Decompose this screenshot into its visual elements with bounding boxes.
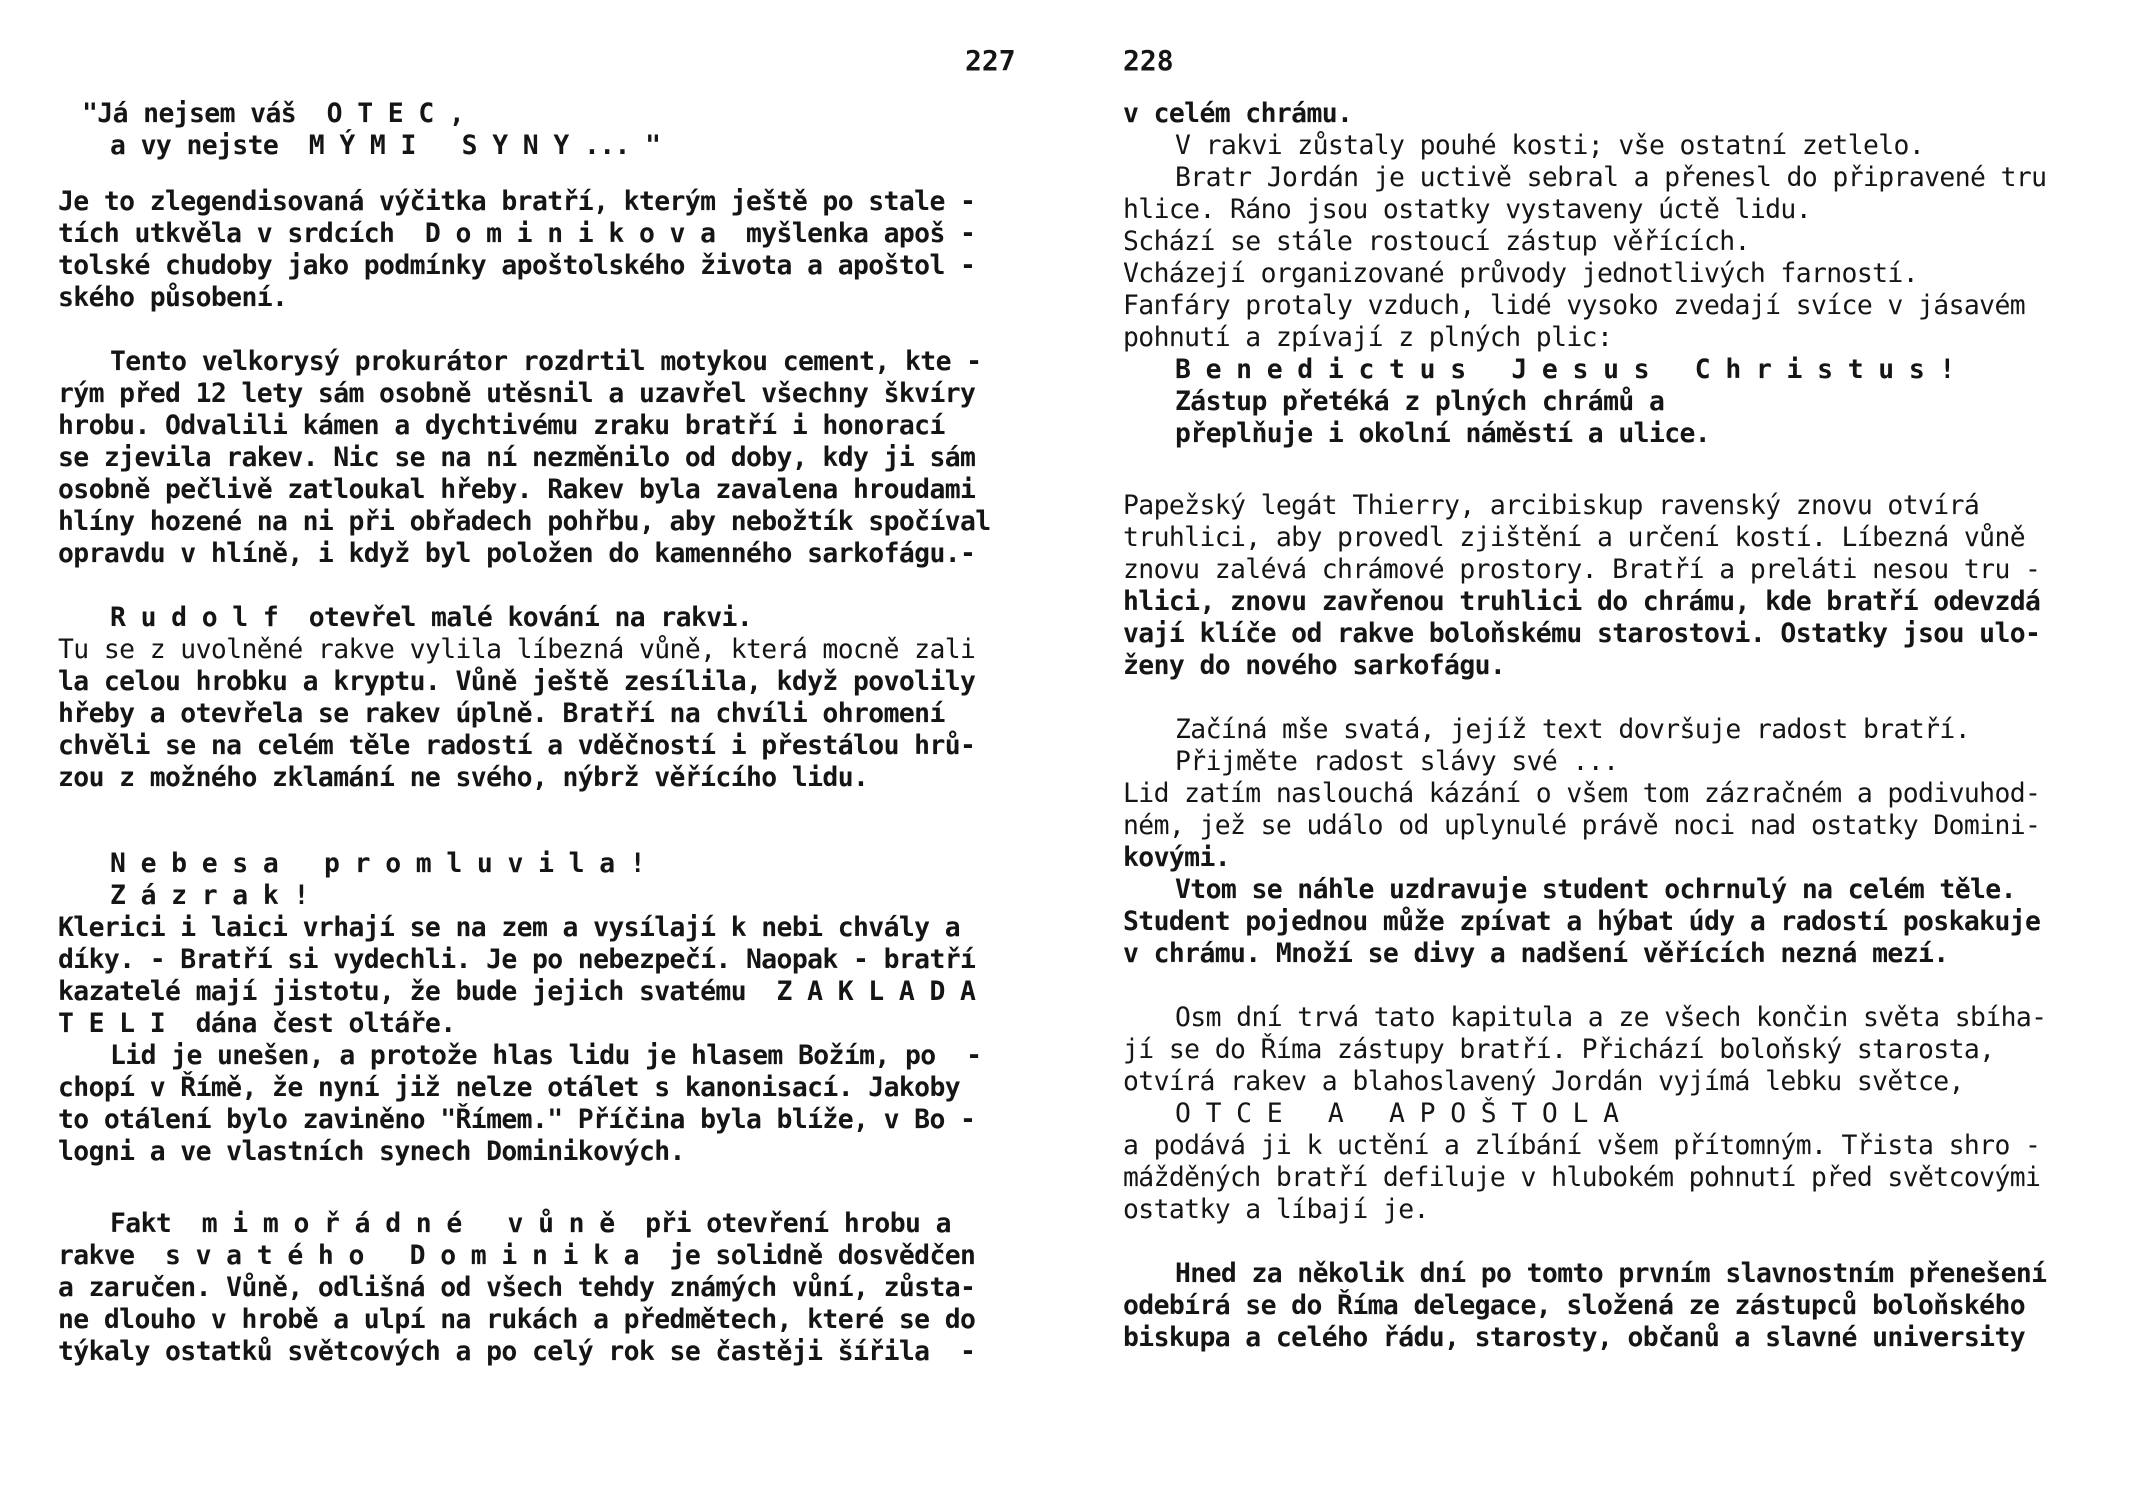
text-line: Hned za několik dní po tomto prvním slavnostním přenešení [1175, 1258, 2047, 1289]
text-line: v chrámu. Množí se divy a nadšení věřících nezná mezí. [1123, 938, 1949, 969]
text-line: přeplňuje i okolní náměstí a ulice. [1175, 418, 1711, 449]
text-line: N e b e s a p r o m l u v i l a ! [110, 848, 646, 879]
text-line: rým před 12 lety sám osobně utěsnil a uzavřel všechny škvíry [58, 378, 976, 409]
text-line: truhlici, aby provedl zjištění a určení kostí. Líbezná vůně [1123, 522, 2026, 553]
text-line: osobně pečlivě zatloukal hřeby. Rakev byla zavalena hroudami [58, 474, 976, 505]
text-line: v celém chrámu. [1123, 98, 1353, 129]
text-line: Je to zlegendisovaná výčitka bratří, kterým ještě po stale - [58, 186, 976, 217]
text-line: Schází se stále rostoucí zástup věřících. [1123, 226, 1750, 257]
text-line: znovu zalévá chrámové prostory. Bratří a preláti nesou tru - [1123, 554, 2041, 585]
text-line: odebírá se do Říma delegace, složená ze zástupců boloňského [1123, 1290, 2026, 1321]
text-line: V rakvi zůstaly pouhé kosti; vše ostatní zetlelo. [1175, 130, 1925, 161]
text-line: hlíny hozené na ni při obřadech pohřbu, aby nebožtík spočíval [58, 506, 991, 537]
page-number: 228 [1123, 44, 1174, 77]
text-line: tích utkvěla v srdcích D o m i n i k o v a myšlenka apoš - [58, 218, 976, 249]
text-line: Osm dní trvá tato kapitula a ze všech končin světa sbíha- [1175, 1002, 2047, 1033]
text-line: "Já nejsem váš O T E C , [82, 98, 465, 129]
text-line: ném, jež se událo od uplynulé právě noci nad ostatky Domini- [1123, 810, 2041, 841]
text-line: týkaly ostatků světcových a po celý rok se častěji šířila - [58, 1336, 976, 1367]
text-line: Vcházejí organizované průvody jednotlivých farností. [1123, 258, 1919, 289]
text-line: a vy nejste M Ý M I S Y N Y ... " [110, 130, 661, 161]
text-line: Z á z r a k ! [110, 880, 309, 911]
text-line: a zaručen. Vůně, odlišná od všech tehdy známých vůní, zůsta- [58, 1272, 976, 1303]
text-line: ženy do nového sarkofágu. [1123, 650, 1506, 681]
text-line: Papežský legát Thierry, arcibiskup ravenský znovu otvírá [1123, 490, 1980, 521]
text-line: R u d o l f otevřel malé kování na rakvi. [110, 602, 753, 633]
text-line: Lid zatím naslouchá kázání o všem tom zázračném a podivuhod- [1123, 778, 2041, 809]
text-line: chopí v Římě, že nyní již nelze otálet s kanonisací. Jakoby [58, 1072, 961, 1103]
text-line: Začíná mše svatá, jejíž text dovršuje radost bratří. [1175, 714, 1971, 745]
text-line: O T C E A A P O Š T O L A [1175, 1098, 1619, 1129]
text-line: rakve s v a t é h o D o m i n i k a je solidně dosvědčen [58, 1240, 976, 1271]
text-line: Fanfáry protaly vzduch, lidé vysoko zvedají svíce v jásavém [1123, 290, 2026, 321]
text-line: zou z možného zklamání ne svého, nýbrž věřícího lidu. [58, 762, 869, 793]
text-line: kazatelé mají jistotu, že bude jejich svatému Z A K L A D A [58, 976, 976, 1007]
text-line: díky. - Bratří si vydechli. Je po nebezpečí. Naopak - bratří [58, 944, 976, 975]
text-line: Přijměte radost slávy své ... [1175, 746, 1619, 777]
text-line: Lid je unešen, a protože hlas lidu je hlasem Božím, po - [110, 1040, 982, 1071]
text-line: ne dlouho v hrobě a ulpí na rukách a předmětech, které se do [58, 1304, 976, 1335]
text-line: a podává ji k uctění a zlíbání všem přítomným. Třista shro - [1123, 1130, 2041, 1161]
text-line: pohnutí a zpívají z plných plic: [1123, 322, 1613, 353]
text-line: tolské chudoby jako podmínky apoštolského života a apoštol - [58, 250, 976, 281]
text-line: se zjevila rakev. Nic se na ní nezměnilo od doby, kdy ji sám [58, 442, 976, 473]
text-line: chvěli se na celém těle radostí a vděčností i přestálou hrů- [58, 730, 976, 761]
text-line: ostatky a líbají je. [1123, 1194, 1429, 1225]
text-line: opravdu v hlíně, i když byl položen do kamenného sarkofágu.- [58, 538, 976, 569]
text-line: vají klíče od rakve boloňskému starostovi. Ostatky jsou ulo- [1123, 618, 2041, 649]
text-line: biskupa a celého řádu, starosty, občanů a slavné university [1123, 1322, 2026, 1353]
text-line: logni a ve vlastních synech Dominikových. [58, 1136, 685, 1167]
text-line: kovými. [1123, 842, 1231, 873]
text-line: otvírá rakev a blahoslavený Jordán vyjímá lebku světce, [1123, 1066, 1964, 1097]
text-line: Zástup přetéká z plných chrámů a [1175, 386, 1665, 417]
text-line: Student pojednou může zpívat a hýbat údy a radostí poskakuje [1123, 906, 2041, 937]
text-line: hlici, znovu zavřenou truhlici do chrámu, kde bratří odevzdá [1123, 586, 2041, 617]
text-line: hlice. Ráno jsou ostatky vystaveny úctě lidu. [1123, 194, 1811, 225]
text-line: mážděných bratří defiluje v hlubokém pohnutí před světcovými [1123, 1162, 2041, 1193]
text-line: ského působení. [58, 282, 288, 313]
text-line: Bratr Jordán je uctivě sebral a přenesl do připravené tru [1175, 162, 2047, 193]
right-page [1065, 0, 2130, 1500]
text-line: Klerici i laici vrhají se na zem a vysílají k nebi chvály a [58, 912, 961, 943]
text-line: Fakt m i m o ř á d n é v ů n ě při otevření hrobu a [110, 1208, 951, 1239]
text-line: Tento velkorysý prokurátor rozdrtil motykou cement, kte - [110, 346, 982, 377]
text-line: hrobu. Odvalili kámen a dychtivému zraku bratří i honorací [58, 410, 945, 441]
text-line: Vtom se náhle uzdravuje student ochrnulý na celém těle. [1175, 874, 2016, 905]
text-line: B e n e d i c t u s J e s u s C h r i s t u s ! [1175, 354, 1955, 385]
text-line: jí se do Říma zástupy bratří. Přichází boloňský starosta, [1123, 1034, 1995, 1065]
page-number: 227 [965, 44, 1016, 77]
text-line: to otálení bylo zaviněno "Římem." Příčina byla blíže, v Bo - [58, 1104, 976, 1135]
text-line: Tu se z uvolněné rakve vylila líbezná vůně, která mocně zali [58, 634, 976, 665]
text-line: hřeby a otevřela se rakev úplně. Bratří na chvíli ohromení [58, 698, 945, 729]
text-line: T E L I dána čest oltáře. [58, 1008, 456, 1039]
text-line: la celou hrobku a kryptu. Vůně ještě zesílila, když povolily [58, 666, 976, 697]
